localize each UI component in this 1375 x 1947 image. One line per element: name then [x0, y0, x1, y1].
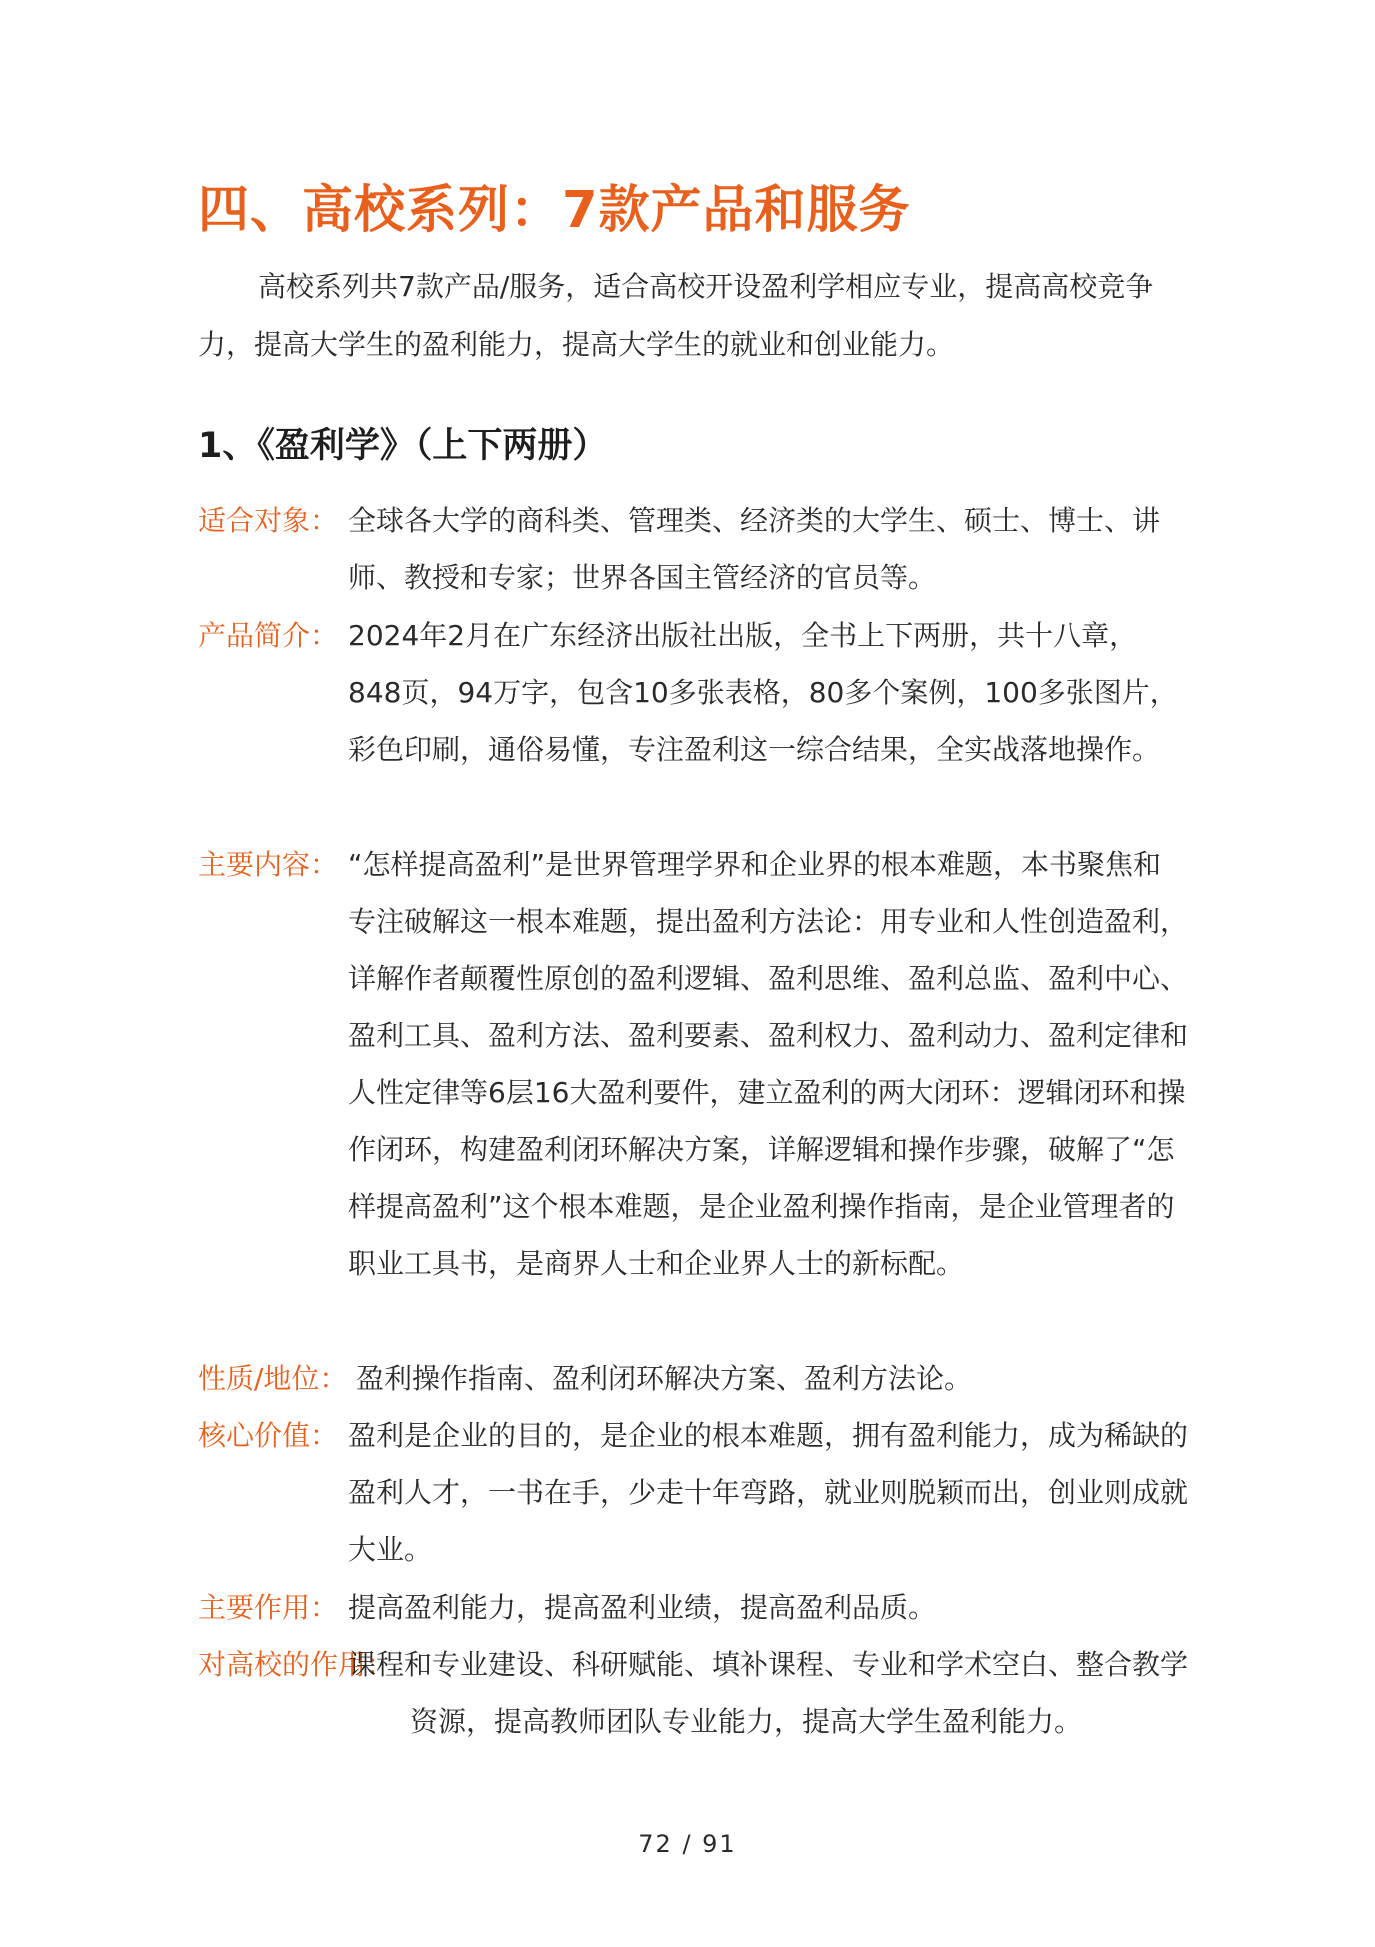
- field-product-intro: [198, 607, 1188, 778]
- field-label: 产品简介：: [198, 619, 339, 652]
- section-intro: 高校系列共7款产品/服务，适合高校开设盈利学相应专业，提高高校竞争力，提高大学生的盈利能力，提高大学生的就业和创业能力。: [198, 270, 1154, 361]
- field-label: 主要作用：: [198, 1591, 339, 1624]
- field-main-role: [198, 1579, 1188, 1636]
- field-label: 性质/地位：: [198, 1362, 348, 1395]
- field-value: 提高盈利能力，提高盈利业绩，提高盈利品质。: [348, 1591, 937, 1624]
- field-label: 适合对象：: [198, 504, 339, 537]
- field-target-audience: [198, 492, 1188, 606]
- field-value: 课程和专业建设、科研赋能、填补课程、专业和学术空白、整合教学资源，提高教师团队专业能力，提高大学生盈利能力。: [348, 1648, 1189, 1738]
- field-core-value: [198, 1407, 1188, 1578]
- field-label: 主要内容：: [198, 848, 339, 881]
- field-label: 对高校的作用：: [198, 1648, 395, 1681]
- section-title: 四、高校系列：7款产品和服务: [198, 181, 911, 240]
- field-college-role: [198, 1636, 1188, 1750]
- field-main-content: [198, 836, 1188, 1292]
- field-value: 全球各大学的商科类、管理类、经济类的大学生、硕士、博士、讲师、教授和专家；世界各国主管经济的官员等。: [348, 504, 1161, 594]
- item-title: 1、《盈利学》（上下两册）: [198, 426, 608, 466]
- field-nature-position: [198, 1350, 1188, 1407]
- field-label: 核心价值：: [198, 1419, 339, 1452]
- field-value: 盈利是企业的目的，是企业的根本难题，拥有盈利能力，成为稀缺的盈利人才，一书在手，少走十年弯路，就业则脱颖而出，创业则成就大业。: [348, 1419, 1189, 1566]
- field-value: 盈利操作指南、盈利闭环解决方案、盈利方法论。: [356, 1362, 973, 1395]
- page-number: 72 / 91: [638, 1830, 737, 1858]
- field-value: “怎样提高盈利”是世界管理学界和企业界的根本难题，本书聚焦和专注破解这一根本难题，提出盈利方法论：用专业和人性创造盈利，详解作者颠覆性原创的盈利逻辑、盈利思维、盈利总监、盈利中心、盈利工具、盈利方法、盈利要素、盈利权力、盈利动力、盈利定律和人性定律等6层16大盈利要件，建立盈利的两大闭环：逻辑闭环和操作闭环，构建盈利闭环解决方案，详解逻辑和操作步骤，破解了“怎样提高盈利”这个根本难题，是企业盈利操作指南，是企业管理者的职业工具书，是商界人士和企业界人士的新标配。: [348, 848, 1189, 1280]
- field-value: 2024年2月在广东经济出版社出版，全书上下两册，共十八章，848页，94万字，包含10多张表格，80多个案例，100多张图片，彩色印刷，通俗易懂，专注盈利这一综合结果，全实战落地操作。: [348, 619, 1178, 766]
